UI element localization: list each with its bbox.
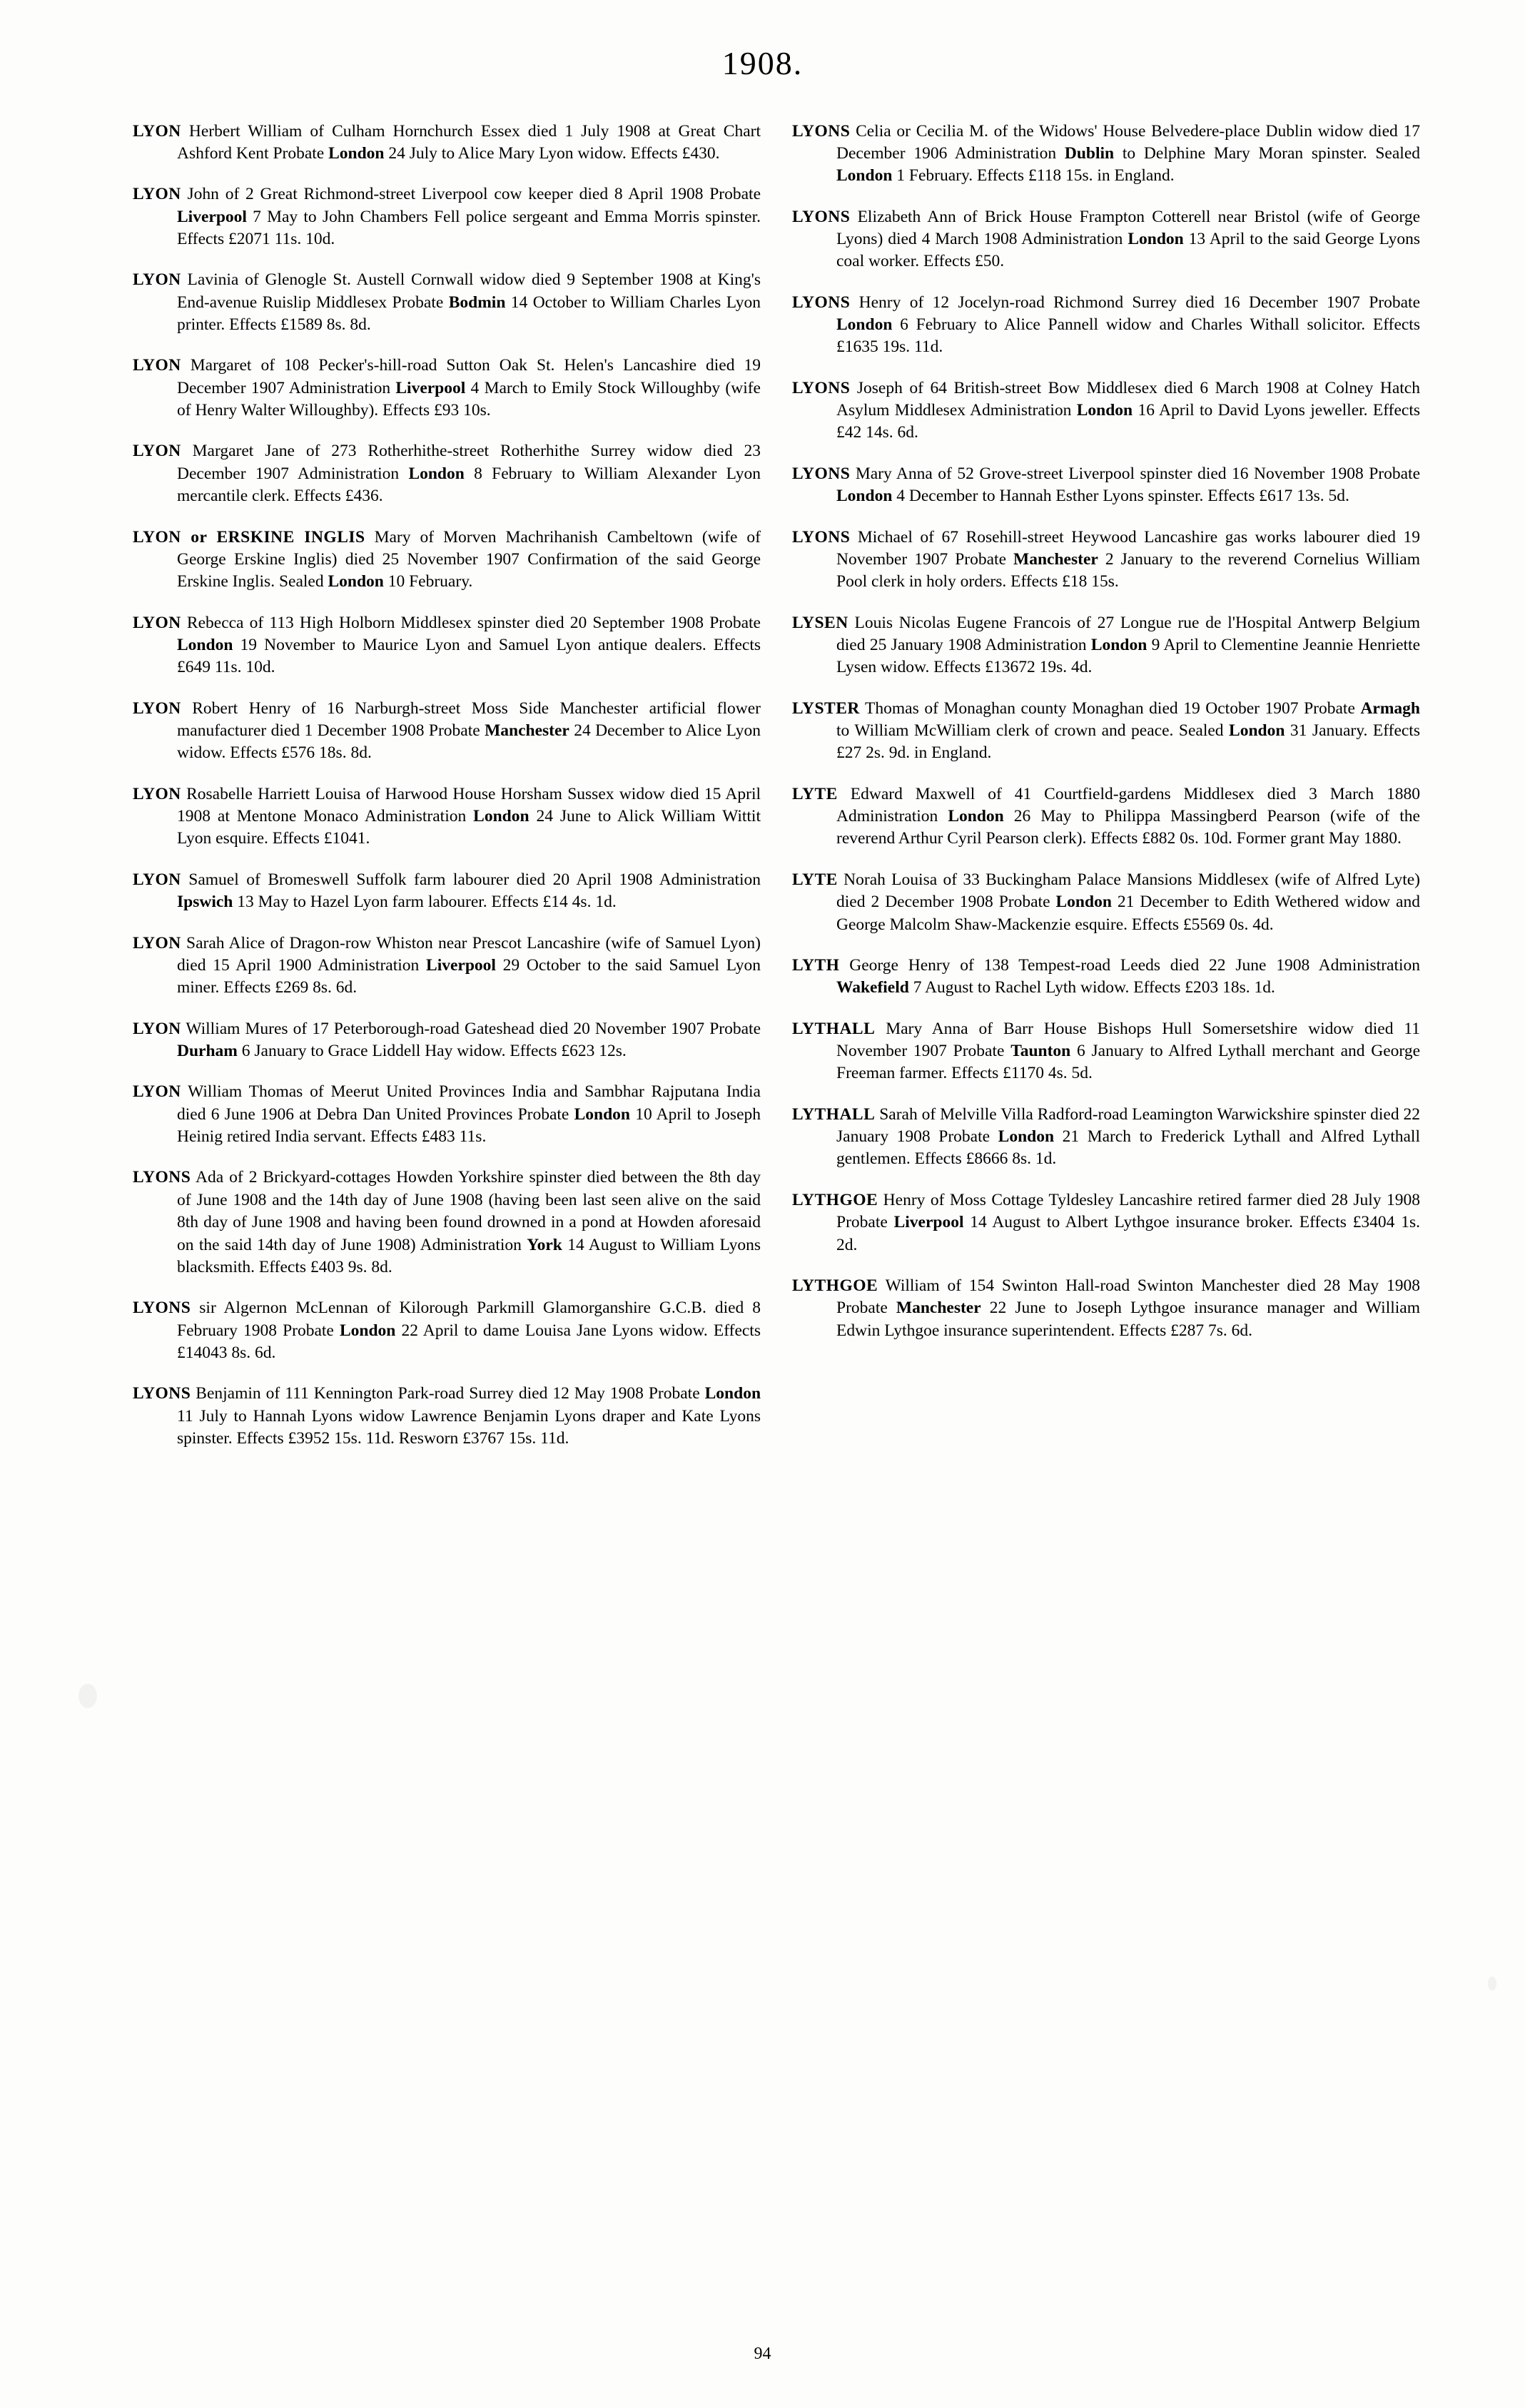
entry-text: 10 April to Joseph Heinig retired India servant. Effects £483 11s. [177,1104,761,1147]
probate-entry [792,783,1420,850]
entry-surname: LYON [133,1082,181,1102]
entry-surname: LYTHALL [792,1019,876,1038]
entry-text: 21 December to Edith Wethered widow and George Malcolm Shaw-Mackenzie esquire. Effects £5569 0s. 4d. [836,893,1420,934]
probate-entry [133,1167,761,1279]
entry-text: 19 November to Maurice Lyon and Samuel Lyon antique dealers. Effects £649 11s. 10d. [177,635,761,677]
entry-text: Margaret Jane of 273 Rotherhithe-street Rotherhithe Surrey widow died 23 December 1907 Administration [177,442,761,483]
probate-entry [792,377,1420,444]
entry-surname: LYONS [133,1299,191,1318]
entry-registry-place: London [836,487,893,506]
probate-entry [133,1081,761,1148]
probate-entry [133,440,761,507]
entry-surname: LYONS [792,464,851,483]
entry-text: 24 June to Alick William Wittit Lyon esquire. Effects £1041. [177,807,761,848]
entry-text: 14 August to William Lyons blacksmith. Effects £403 9s. 8d. [177,1235,761,1276]
entry-registry-place: Liverpool [395,378,466,397]
entry-surname: LYON [133,121,181,141]
entry-text: 14 October to William Charles Lyon printer. Effects £1589 8s. 8d. [177,293,761,335]
entry-text: William Mures of 17 Peterborough-road Gateshead died 20 November 1907 Probate [186,1019,761,1038]
page-title: 1908. [721,45,804,81]
entry-surname: LYTE [792,784,838,803]
probate-entry [792,1104,1420,1171]
entry-text: 11 July to Hannah Lyons widow Lawrence Benjamin Lyons draper and Kate Lyons spinster. Effects £3952 15s. 11d. Resworn £3767 15s. 11d. [177,1406,761,1448]
scan-artifact [1488,1976,1496,1991]
entry-registry-place: Manchester [896,1299,981,1318]
entry-text: 22 June to Joseph Lythgoe insurance manager and William Edwin Lythgoe insurance superintendent. Effects £287 7s. 6d. [836,1299,1420,1340]
entry-registry-place: London [998,1127,1055,1147]
entry-surname: LYON [133,270,181,290]
probate-entry [792,527,1420,594]
entry-registry-place: Armagh [1360,698,1420,718]
entry-surname: LYTE [792,870,838,889]
entry-surname: LYONS [792,293,851,312]
entry-text: Lavinia of Glenogle St. Austell Cornwall widow died 9 September 1908 at King's End-avenue Ruislip Middlesex Probate [177,270,761,312]
entry-text: Henry of Moss Cottage Tyldesley Lancashire retired farmer died 28 July 1908 Probate [836,1190,1420,1232]
probate-entry [133,355,761,422]
entry-text: Joseph of 64 British-street Bow Middlesex died 6 March 1908 at Colney Hatch Asylum Middlesex Administration [836,378,1420,420]
entry-registry-place: London [408,464,465,483]
entry-text: Edward Maxwell of 41 Courtfield-gardens Middlesex died 3 March 1880 Administration [836,784,1420,826]
entry-surname: LYONS [133,1384,191,1403]
entry-text: Mary Anna of Barr House Bishops Hull Somersetshire widow died 11 November 1907 Probate [836,1019,1420,1060]
entry-text: to William McWilliam clerk of crown and peace. Sealed [836,721,1230,741]
entry-registry-place: Taunton [1010,1042,1071,1060]
entry-registry-place: London [177,635,233,654]
entry-text: George Henry of 138 Tempest-road Leeds died 22 June 1908 Administration [849,955,1421,975]
entry-text: 22 April to dame Louisa Jane Lyons widow. Effects £14043 8s. 6d. [177,1321,761,1362]
entry-registry-place: Liverpool [177,207,247,226]
entry-text: Ada of 2 Brickyard-cottages Howden Yorkshire spinster died between the 8th day of June 1908 and the 14th day of June 1908 (having been last seen alive on the said 8th day of June 1908 and having been found drowned in a pond at Howden aforesaid on the said 14th day of June 1908) Administration [177,1168,761,1254]
probate-entry [133,183,761,250]
entry-registry-place: Liverpool [426,955,496,975]
entry-text: 8 February to William Alexander Lyon mercantile clerk. Effects £436. [177,464,761,506]
probate-entry [133,612,761,679]
entry-surname: LYONS [792,121,851,141]
probate-entry [133,121,761,166]
probate-entry [133,269,761,336]
probate-entry [792,612,1420,679]
entry-surname: LYONS [133,1168,191,1187]
entry-text: Henry of 12 Jocelyn-road Richmond Surrey died 16 December 1907 Probate [858,293,1421,312]
scan-artifact [78,1684,97,1708]
entry-text: 2 January to the reverend Cornelius William Pool clerk in holy orders. Effects £18 15s. [836,549,1420,591]
entry-text: 4 December to Hannah Esther Lyons spinster. Effects £617 13s. 5d. [892,487,1349,506]
entry-surname: LYON [133,1019,181,1038]
entry-text: 7 August to Rachel Lyth widow. Effects £203 18s. 1d. [908,978,1275,997]
entry-text: Sarah of Melville Villa Radford-road Leamington Warwickshire spinster died 22 January 1908 Probate [836,1104,1420,1147]
entry-surname: LYONS [792,527,851,547]
probate-entry [792,1275,1420,1342]
entry-registry-place: London [328,143,385,163]
entry-surname: LYON [133,613,181,632]
entry-text: to Delphine Mary Moran spinster. Sealed [1114,143,1420,163]
entry-registry-place: Liverpool [893,1213,964,1232]
entry-registry-place: London [1090,635,1147,654]
probate-entry [792,463,1420,508]
entry-registry-place: London [1229,721,1285,741]
entry-registry-place: London [1128,229,1184,248]
probate-entry [133,527,761,594]
entry-registry-place: London [836,315,893,335]
entry-text: 13 May to Hazel Lyon farm labourer. Effects £14 4s. 1d. [233,893,617,912]
column-right [792,103,1420,1468]
entry-registry-place: London [836,166,893,186]
probate-entry [792,206,1420,273]
probate-entry [792,869,1420,936]
entry-text: 14 August to Albert Lythgoe insurance broker. Effects £3404 1s. 2d. [836,1213,1420,1254]
entry-registry-place: London [339,1321,396,1340]
entry-text: 6 January to Grace Liddell Hay widow. Effects £623 12s. [237,1042,627,1060]
entry-registry-place: Ipswich [177,893,233,912]
probate-entry [792,1189,1420,1256]
entry-registry-place: London [574,1104,630,1124]
entry-registry-place: London [1076,401,1133,420]
probate-entry [133,698,761,765]
entry-text: Celia or Cecilia M. of the Widows' House Belvedere-place Dublin widow died 17 December 1906 Administration [836,121,1421,163]
entry-registry-place: Manchester [485,721,569,741]
entry-text: William Thomas of Meerut United Provinces India and Sambhar Rajputana India died 6 June 1906 at Debra Dan United Provinces Probate [177,1082,761,1124]
probate-entry [133,1297,761,1364]
probate-entry [792,1018,1420,1085]
entry-text: 16 April to David Lyons jeweller. Effects £42 14s. 6d. [836,401,1421,442]
entry-text: 21 March to Frederick Lythall and Alfred Lythall gentlemen. Effects £8666 8s. 1d. [836,1127,1420,1169]
entry-surname: LYON [133,933,181,952]
entry-registry-place: Bodmin [448,293,506,312]
probate-entry [792,698,1420,765]
entry-text: Margaret of 108 Pecker's-hill-road Sutton Oak St. Helen's Lancashire died 19 December 1907 Administration [177,356,761,397]
entry-text: Herbert William of Culham Hornchurch Essex died 1 July 1908 at Great Chart Ashford Kent Probate [177,121,761,163]
entry-registry-place: London [328,572,384,591]
entry-registry-place: London [473,807,530,826]
entry-registry-place: Manchester [1013,549,1098,569]
entry-surname: LYTH [792,955,840,975]
entry-registry-place: London [948,807,1004,826]
entry-surname: LYSTER [792,698,860,718]
probate-entry [133,783,761,850]
entry-text: Louis Nicolas Eugene Francois of 27 Longue rue de l'Hospital Antwerp Belgium died 25 January 1908 Administration [836,613,1421,654]
entry-registry-place: Wakefield [836,978,909,997]
entry-text: Norah Louisa of 33 Buckingham Palace Mansions Middlesex (wife of Alfred Lyte) died 2 December 1908 Probate [836,870,1421,912]
entry-text: 13 April to the said George Lyons coal worker. Effects £50. [836,229,1420,271]
probate-entry [133,1018,761,1063]
entry-text: John of 2 Great Richmond-street Liverpool cow keeper died 8 April 1908 Probate [187,185,761,204]
entry-text: Rosabelle Harriett Louisa of Harwood House Horsham Sussex widow died 15 April 1908 at Mentone Monaco Administration [177,784,761,826]
entry-text: Benjamin of 111 Kennington Park-road Surrey died 12 May 1908 Probate [196,1384,705,1403]
entry-text: 4 March to Emily Stock Willoughby (wife of Henry Walter Willoughby). Effects £93 10s. [177,378,761,420]
probate-entry [133,933,761,1000]
entry-registry-place: York [527,1235,562,1254]
entry-text: Samuel of Bromeswell Suffolk farm labourer died 20 April 1908 Administration [188,870,761,889]
entry-surname: LYONS [792,207,851,226]
entry-text: 24 July to Alice Mary Lyon widow. Effects £430. [384,143,720,163]
entry-surname: LYON [133,442,181,461]
entry-surname: LYON [133,356,181,375]
entry-text: Mary Anna of 52 Grove-street Liverpool spinster died 16 November 1908 Probate [855,464,1420,483]
entry-text: Michael of 67 Rosehill-street Heywood Lancashire gas works labourer died 19 November 1907 Probate [836,527,1421,569]
probate-entry [133,1383,761,1450]
probate-entry [133,869,761,914]
entry-text: Mary of Morven Machrihanish Cambeltown (wife of George Erskine Inglis) died 25 November 1907 Confirmation of the said George Erskine Inglis. Sealed [177,527,761,591]
entry-text: Thomas of Monaghan county Monaghan died 19 October 1907 Probate [865,698,1361,718]
entry-text: 7 May to John Chambers Fell police sergeant and Emma Morris spinster. Effects £2071 11s. 10d. [177,207,761,248]
entry-text: William of 154 Swinton Hall-road Swinton Manchester died 28 May 1908 Probate [836,1276,1420,1318]
entry-surname: LYTHGOE [792,1190,878,1209]
entry-text: 26 May to Philippa Massingberd Pearson (wife of the reverend Arthur Cyril Pearson clerk). Effects £882 0s. 10d. Former grant May 1880. [836,807,1420,848]
entry-surname: LYTHALL [792,1104,876,1124]
entry-registry-place: Durham [177,1042,238,1060]
entry-text: 6 January to Alfred Lythall merchant and George Freeman farmer. Effects £1170 4s. 5d. [836,1042,1420,1083]
entry-surname: LYON [133,870,181,889]
entry-surname: LYSEN [792,613,848,632]
probate-entry [792,121,1420,188]
entry-text: 1 February. Effects £118 15s. in England. [892,166,1175,186]
column-left [133,103,761,1468]
entry-registry-place: London [1055,893,1112,912]
entry-text: Sarah Alice of Dragon-row Whiston near Prescot Lancashire (wife of Samuel Lyon) died 15 April 1900 Administration [177,933,761,975]
entry-text: 6 February to Alice Pannell widow and Charles Withall solicitor. Effects £1635 19s. 11d. [836,315,1420,357]
page-number: 94 [754,2345,771,2363]
entry-surname: LYON [133,698,181,718]
entry-surname: LYON [133,784,181,803]
entry-surname: LYONS [792,378,851,397]
entry-text: 10 February. [383,572,473,591]
probate-entry [792,955,1420,1000]
entry-text: Rebecca of 113 High Holborn Middlesex spinster died 20 September 1908 Probate [186,613,761,632]
entry-text: 24 December to Alice Lyon widow. Effects £576 18s. 8d. [177,721,761,763]
entry-text: Elizabeth Ann of Brick House Frampton Cotterell near Bristol (wife of George Lyons) died 4 March 1908 Administration [836,207,1421,248]
entry-text: 9 April to Clementine Jeannie Henriette Lysen widow. Effects £13672 19s. 4d. [836,635,1421,677]
entry-text: 31 January. Effects £27 2s. 9d. in England. [836,721,1420,763]
entry-text: 29 October to the said Samuel Lyon miner. Effects £269 8s. 6d. [177,955,761,997]
probate-entry [792,292,1420,359]
entry-surname: LYON or ERSKINE INGLIS [133,527,365,547]
entry-registry-place: London [704,1384,761,1403]
two-column-body [0,82,1525,1468]
entry-surname: LYON [133,185,181,204]
entry-text: Robert Henry of 16 Narburgh-street Moss Side Manchester artificial flower manufacturer died 1 December 1908 Probate [177,698,761,741]
entry-surname: LYTHGOE [792,1276,878,1295]
entry-text: sir Algernon McLennan of Kilorough Parkmill Glamorganshire G.C.B. died 8 February 1908 Probate [177,1299,761,1340]
entry-registry-place: Dublin [1064,143,1115,163]
